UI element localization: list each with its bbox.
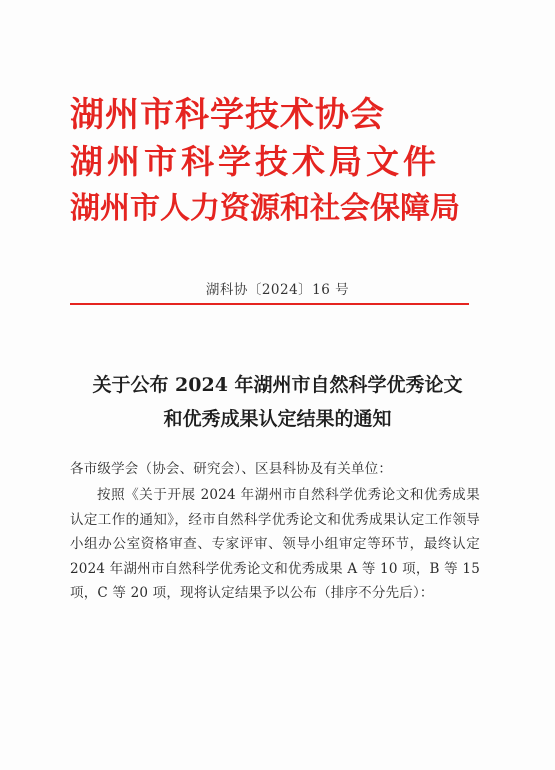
document-number: 湖科协〔2024〕16 号 bbox=[205, 282, 350, 298]
salutation: 各市级学会（协会、研究会）、区县科协及有关单位： bbox=[70, 461, 393, 477]
issuer-name-human-resources-bureau: 湖州市人力资源和社会保障局 bbox=[70, 191, 460, 226]
document-title-line-2: 和优秀成果认定结果的通知 bbox=[163, 408, 392, 430]
document-title-line-1: 关于公布 2024 年湖州市自然科学优秀论文 bbox=[92, 374, 463, 396]
issuer-name-science-bureau: 湖州市科学技术局文件 bbox=[70, 142, 440, 181]
issuer-name-science-association: 湖州市科学技术协会 bbox=[70, 95, 385, 135]
red-separator-line bbox=[70, 303, 469, 305]
body-paragraph: 按照《关于开展 2024 年湖州市自然科学优秀论文和优秀成果认定工作的通知》，经市自然科学优秀论文和优秀成果认定工作领导小组办公室资格审查、专家评审、领导小组审定等环节，最终认定 2024 年湖州市自然科学优秀论文和优秀成果 A 等 10 项，B 等 15 项，C 等 20 项，现将认定结果予以公布（排序不分先后）： bbox=[70, 487, 480, 602]
